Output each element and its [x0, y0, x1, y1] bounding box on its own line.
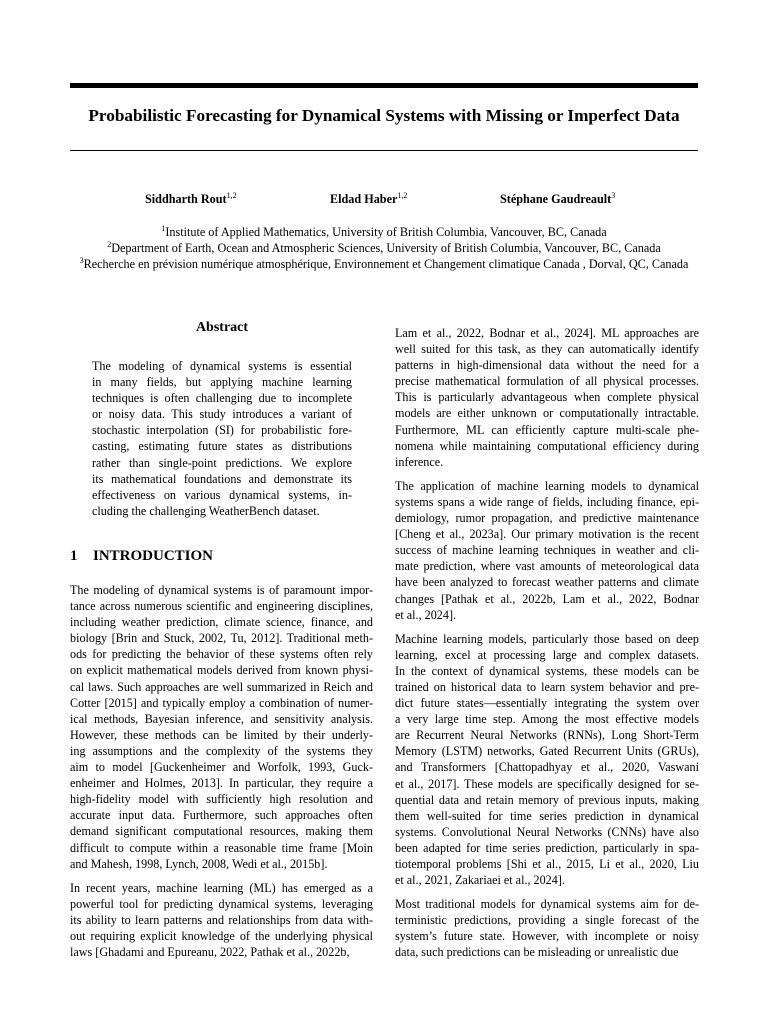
author-name: Siddharth Rout [145, 192, 227, 207]
section-heading [70, 548, 213, 565]
right-column-text [395, 325, 699, 961]
text-line: tiotemporal problems [Shi et al., 2015, Li et al., 2020, Liu [395, 857, 699, 871]
abstract-heading: Abstract [195, 320, 249, 335]
text-line: The application of machine learning models to dynamical [395, 478, 699, 493]
text-line: a very large time step. Among the most effective models [395, 712, 699, 727]
paragraph [70, 582, 373, 872]
text-line: trained on historical data to learn system behavior and pre- [395, 679, 699, 694]
affiliation-text: Department of Earth, Ocean and Atmospheric Sciences, University of British Columbia, Vancouver, BC, Canada [111, 241, 661, 256]
section-number: 1 [70, 548, 78, 564]
title-rule-bottom [70, 150, 698, 151]
affiliation-mark: 3 [79, 256, 84, 265]
text-line: success of machine learning techniques in weather and cli- [395, 543, 699, 558]
author-affiliation-mark: 3 [611, 191, 616, 200]
text-line: [Cheng et al., 2023a]. Our primary motivation is the recent [395, 527, 699, 542]
text-line: tance across numerous scientific and engineering disciplines, [70, 599, 373, 614]
text-line: high-fidelity model with sufficiently high resolution and [70, 792, 373, 807]
text-line: Most traditional models for dynamical systems aim for de- [395, 897, 699, 912]
text-line: Memory (LSTM) networks, Gated Recurrent Units (GRUs), [395, 744, 699, 759]
abstract-line: effectiveness on various dynamical systems, in- [92, 487, 352, 502]
abstract-line: casting, estimating future states as distributions [92, 439, 352, 454]
text-line: However, these methods can be limited by their underly- [70, 727, 373, 742]
abstract-line: cluding the challenging WeatherBench dataset. [92, 503, 320, 518]
abstract-line: stochastic interpolation (SI) for probabilistic fore- [92, 423, 352, 438]
text-line: out requiring explicit knowledge of the underlying physical [70, 928, 373, 943]
text-line: have been analyzed to forecast weather patterns and climate [395, 575, 699, 590]
text-line: et al., 2021, Zakariaei et al., 2024]. [395, 873, 565, 888]
text-line: biology [Brin and Stuck, 2002, Tu, 2012]. Traditional meth- [70, 631, 373, 646]
text-line: aim to model [Guckenheimer and Worfolk, 1993, Guck- [70, 760, 373, 775]
text-line: enheimer and Holmes, 2013]. In particular, they require a [70, 776, 373, 791]
paragraph [395, 478, 699, 623]
abstract-line: rather than single-point predictions. We explore [92, 455, 352, 470]
text-line: patterns in high-dimensional data without the need for a [395, 358, 699, 373]
author-2 [330, 188, 407, 207]
text-line: learning, excel at processing large and complex datasets. [395, 647, 699, 662]
text-line: In recent years, machine learning (ML) has emerged as a [70, 880, 373, 895]
paragraph [395, 325, 699, 470]
text-line: its ability to learn patterns and relationships from data with- [70, 912, 373, 927]
text-line: powerful tool for predicting dynamical systems, leveraging [70, 896, 373, 911]
text-line: models are either unknown or computationally intractable. [395, 406, 699, 421]
affiliation-mark: 2 [107, 240, 112, 249]
affiliation-mark: 1 [161, 224, 166, 233]
text-line: et al., 2017]. These models are specifically designed for se- [395, 776, 699, 791]
affiliation-text: Institute of Applied Mathematics, University of British Columbia, Vancouver, BC, Canada [165, 225, 607, 240]
text-line: dict future states—essentially integrating the system over [395, 696, 699, 711]
author-affiliation-mark: 1,2 [226, 191, 237, 200]
text-line: This is particularly advantageous when complete physical [395, 390, 699, 405]
text-line: mate prediction, where vast amounts of meteorological data [395, 559, 699, 574]
text-line: Cotter [2015] and typically employ a combination of numer- [70, 695, 373, 710]
affiliation-text: Recherche en prévision numérique atmosphérique, Environnement et Changement climatique Canada , Dorval, QC, Canada [83, 257, 689, 272]
paragraph [395, 896, 699, 960]
text-line: them well-suited for time series prediction in dynamical [395, 808, 699, 823]
text-line: precise mathematical formulation of all physical processes. [395, 374, 699, 389]
author-name: Eldad Haber [330, 192, 398, 207]
author-3 [500, 188, 615, 207]
text-line: and Transformers [Chattopadhyay et al., 2020, Vaswani [395, 760, 699, 775]
text-line: demiology, rumor propagation, and predictive maintenance [395, 511, 699, 526]
author-name: Stéphane Gaudreault [500, 192, 612, 207]
affiliation-3 [40, 253, 728, 272]
text-line: changes [Pathak et al., 2022b, Lam et al., 2022, Bodnar [395, 591, 699, 606]
abstract-line: in many fields, but applying machine learning [92, 375, 352, 390]
text-line: systems spans a wide range of fields, including finance, epi- [395, 494, 699, 509]
text-line: including weather prediction, climate science, finance, and [70, 615, 373, 630]
text-line: cal laws. Such approaches are well summarized in Reich and [70, 679, 373, 694]
text-line: systems. Convolutional Neural Networks (CNNs) have also [395, 824, 699, 839]
text-line: demand significant computational resources, making them [70, 824, 373, 839]
abstract-body [92, 358, 352, 519]
text-line: Lam et al., 2022, Bodnar et al., 2024]. ML approaches are [395, 326, 699, 340]
text-line: In the context of dynamical systems, these models can be [395, 663, 699, 678]
text-line: data, such predictions can be misleading or unrealistic due [395, 945, 679, 960]
text-line: ical methods, Bayesian inference, and sensitivity analysis. [70, 711, 373, 726]
paragraph [395, 631, 699, 889]
section-title: INTRODUCTION [93, 548, 214, 564]
text-line: on explicit mathematical models derived from known physi- [70, 663, 373, 678]
text-line: difficult to compute within a reasonable time frame [Moin [70, 840, 373, 855]
title-rule-top [70, 83, 698, 88]
abstract-line: techniques is often challenging due to incomplete [92, 391, 352, 406]
text-line: quential data and retain memory of previous inputs, making [395, 792, 699, 807]
text-line: system’s future state. However, with incomplete or noisy [395, 929, 699, 944]
text-line: accurate input data. Furthermore, such approaches often [70, 808, 373, 823]
text-line: ods for predicting the behavior of these systems often rely [70, 647, 373, 662]
text-line: and Mahesh, 1998, Lynch, 2008, Wedi et al., 2015b]. [70, 856, 328, 871]
text-line: ing assumptions and the complexity of the systems they [70, 743, 373, 758]
text-line: et al., 2024]. [395, 607, 457, 622]
author-1 [145, 188, 237, 207]
text-line: terministic predictions, providing a single forecast of the [395, 913, 699, 928]
text-line: inference. [395, 454, 444, 469]
paragraph [70, 880, 373, 960]
text-line: laws [Ghadami and Epureanu, 2022, Pathak et al., 2022b, [70, 945, 350, 960]
text-line: been adapted for time series prediction, particularly in spa- [395, 840, 699, 855]
left-column-text [70, 582, 373, 960]
text-line: Furthermore, ML can efficiently capture multi-scale phe- [395, 422, 699, 437]
text-line: The modeling of dynamical systems is of paramount impor- [70, 583, 373, 597]
text-line: well suited for this task, as they can automatically identify [395, 342, 699, 357]
abstract-line: or noisy data. This study introduces a variant of [92, 407, 352, 422]
text-line: nomena while maintaining computational efficiency during [395, 438, 699, 453]
text-line: Machine learning models, particularly those based on deep [395, 631, 699, 646]
text-line: are Recurrent Neural Networks (RNNs), Long Short-Term [395, 728, 699, 743]
abstract-line: its mathematical foundations and demonstrate its [92, 471, 352, 486]
abstract-line: The modeling of dynamical systems is essential [92, 359, 352, 373]
author-affiliation-mark: 1,2 [397, 191, 408, 200]
paper-title: Probabilistic Forecasting for Dynamical Systems with Missing or Imperfect Data [88, 106, 680, 125]
